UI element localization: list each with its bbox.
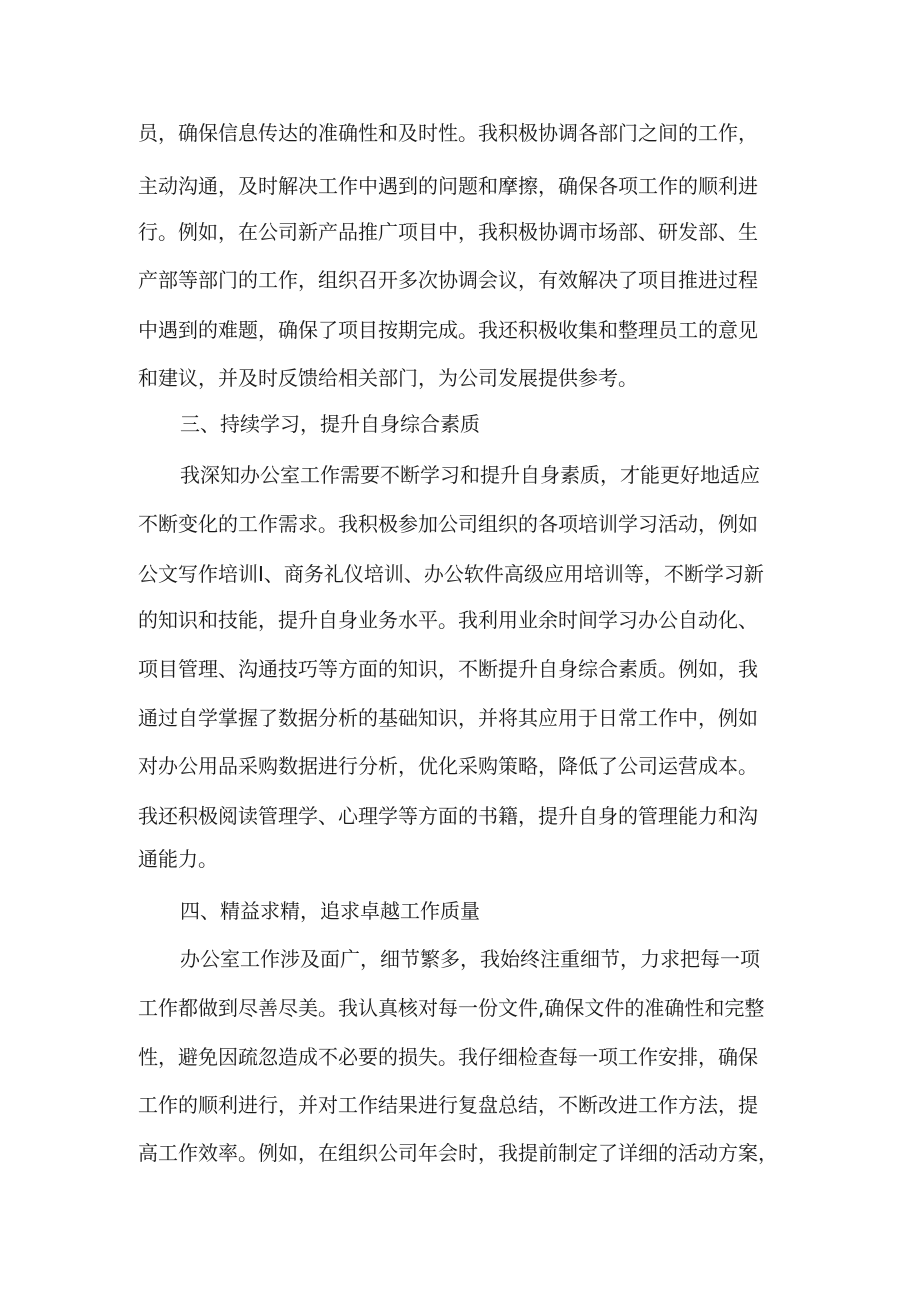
text-line: 通能力。 [138, 847, 218, 871]
text-line: 不断变化的工作需求。我积极参加公司组织的各项培训学习活动，例如 [138, 512, 758, 536]
text-line: 中遇到的难题，确保了项目按期完成。我还积极收集和整理员工的意见 [138, 318, 758, 342]
text-line: 对办公用品采购数据进行分析，优化采购策略，降低了公司运营成本。 [138, 754, 758, 778]
text-line: 主动沟通，及时解决工作中遇到的问题和摩擦，确保各项工作的顺利进 [138, 174, 758, 198]
text-line: 和建议，并及时反馈给相关部门，为公司发展提供参考。 [138, 366, 638, 390]
text-line: 产部等部门的工作，组织召开多次协调会议，有效解决了项目推进过程 [138, 268, 758, 292]
text-line: 办公室工作涉及面广，细节繁多，我始终注重细节，力求把每一项 [180, 947, 760, 971]
text-line: 工作都做到尽善尽美。我认真核对每一份文件,确保文件的准确性和完整 [138, 996, 765, 1020]
text-line: 公文写作培训I、商务礼仪培训、办公软件高级应用培训等，不断学习新 [138, 562, 764, 586]
text-line: 工作的顺利进行，并对工作结果进行复盘总结，不断改进工作方法，提 [138, 1093, 758, 1117]
text-line: 项目管理、沟通技巧等方面的知识，不断提升自身综合素质。例如，我 [138, 657, 758, 681]
text-line: 高工作效率。例如，在组织公司年会时，我提前制定了详细的活动方案， [138, 1141, 778, 1165]
text-line: 我深知办公室工作需要不断学习和提升自身素质，才能更好地适应 [180, 463, 760, 487]
text-line: 通过自学掌握了数据分析的基础知识，并将其应用于日常工作中，例如 [138, 706, 758, 730]
text-line: 员，确保信息传达的准确性和及时性。我积极协调各部门之间的工作， [138, 121, 758, 145]
section-heading: 三、持续学习，提升自身综合素质 [180, 412, 480, 436]
section-heading: 四、精益求精，追求卓越工作质量 [180, 899, 480, 923]
text-line: 性，避免因疏忽造成不必要的损失。我仔细检查每一项工作安排，确保 [138, 1045, 758, 1069]
text-line: 的知识和技能，提升自身业务水平。我利用业余时间学习办公自动化、 [138, 608, 758, 632]
text-line: 我还积极阅读管理学、心理学等方面的书籍，提升自身的管理能力和沟 [138, 804, 758, 828]
text-line: 行。例如，在公司新产品推广项目中，我积极协调市场部、研发部、生 [138, 220, 758, 244]
